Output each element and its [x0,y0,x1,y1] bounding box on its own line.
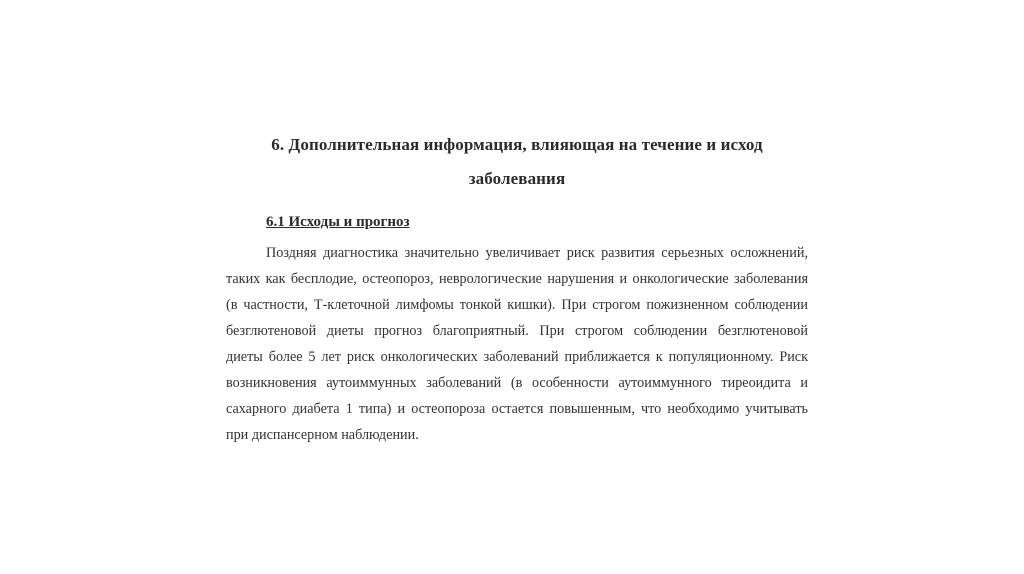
section-heading [226,128,808,196]
paragraph-line: возникновения аутоиммунных заболеваний (в особенности аутоиммунного тиреоидита и [226,375,808,391]
body-paragraph [226,240,808,448]
paragraph-line: (в частности, Т-клеточной лимфомы тонкой кишки). При строгом пожизненном соблюдении [226,297,808,313]
document-page [226,128,808,448]
paragraph-line: безглютеновой диеты прогноз благоприятный. При строгом соблюдении безглютеновой [226,323,808,339]
section-heading-line-2: заболевания [468,169,566,188]
paragraph-line: сахарного диабета 1 типа) и остеопороза остается повышенным, что необходимо учитывать [226,401,808,417]
paragraph-line: таких как бесплодие, остеопороз, неврологические нарушения и онкологические заболевания [226,271,808,287]
paragraph-line: Поздняя диагностика значительно увеличивает риск развития серьезных осложнений, [266,245,808,261]
paragraph-line: при диспансерном наблюдении. [226,427,419,443]
paragraph-line: диеты более 5 лет риск онкологических заболеваний приближается к популяционному. Риск [226,349,808,365]
section-heading-line-1: 6. Дополнительная информация, влияющая на течение и исход [271,135,763,154]
subsection-heading: 6.1 Исходы и прогноз [266,214,410,230]
